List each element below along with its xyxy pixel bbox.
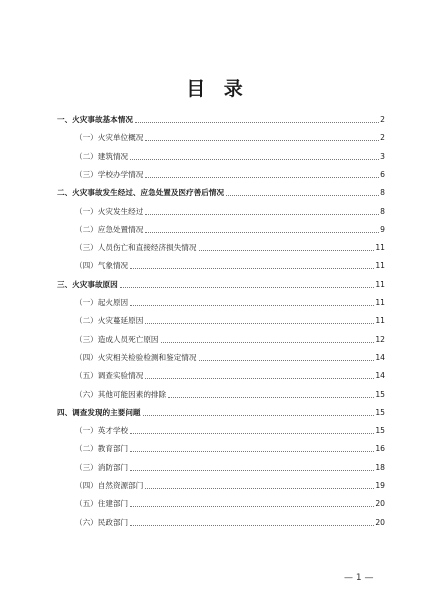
dot-leader bbox=[130, 268, 374, 269]
toc-section[interactable] bbox=[57, 279, 385, 291]
toc-entry-page: 11 bbox=[375, 261, 385, 271]
toc-entry-page: 18 bbox=[375, 462, 385, 472]
toc-entry-label: （二）教育部门 bbox=[75, 444, 129, 454]
toc-entry-label: （二）火灾蔓延原因 bbox=[75, 316, 144, 326]
toc-subsection[interactable] bbox=[75, 334, 385, 346]
dot-leader bbox=[145, 214, 379, 215]
toc-section[interactable] bbox=[57, 187, 385, 199]
dot-leader bbox=[226, 195, 379, 196]
dot-leader bbox=[130, 506, 374, 507]
toc-entry-page: 11 bbox=[375, 279, 385, 289]
dot-leader bbox=[161, 342, 375, 343]
toc-entry-page: 14 bbox=[375, 352, 385, 362]
dot-leader bbox=[145, 140, 379, 141]
toc-subsection[interactable] bbox=[75, 151, 385, 163]
toc-entry-label: （四）自然资源部门 bbox=[75, 481, 144, 490]
dot-leader bbox=[130, 159, 379, 160]
toc-entry-page: 20 bbox=[375, 499, 385, 509]
dot-leader bbox=[130, 433, 374, 434]
toc-subsection[interactable] bbox=[75, 517, 385, 529]
toc-subsection[interactable] bbox=[75, 498, 385, 510]
toc-entry-label: （三）学校办学情况 bbox=[75, 169, 144, 179]
dot-leader bbox=[199, 250, 375, 251]
toc-subsection[interactable] bbox=[75, 443, 385, 455]
toc-entry-label: （一）起火原因 bbox=[75, 298, 129, 307]
toc-entry-label: 二、火灾事故发生经过、应急处置及医疗善后情况 bbox=[57, 188, 225, 198]
toc-entry-page: 9 bbox=[380, 224, 385, 234]
toc-entry-page: 20 bbox=[375, 517, 385, 527]
toc-entry-label: 一、火灾事故基本情况 bbox=[57, 115, 133, 124]
toc-entry-label: （四）火灾相关检验检测和鉴定情况 bbox=[75, 352, 197, 362]
toc-subsection[interactable] bbox=[75, 315, 385, 327]
toc-entry-label: （一）火灾发生经过 bbox=[75, 206, 144, 216]
dot-leader bbox=[130, 451, 374, 452]
toc-entry-page: 14 bbox=[375, 371, 385, 381]
toc-entry-page: 19 bbox=[375, 481, 385, 490]
toc-entry-label: （六）民政部门 bbox=[75, 517, 129, 527]
toc-section[interactable] bbox=[57, 114, 385, 126]
toc-entry-label: （一）火灾单位概况 bbox=[75, 133, 144, 143]
toc-subsection[interactable] bbox=[75, 297, 385, 309]
dot-leader bbox=[130, 470, 374, 471]
toc-entry-label: （三）人员伤亡和直接经济损失情况 bbox=[75, 243, 197, 253]
dot-leader bbox=[130, 525, 374, 526]
toc-entry-page: 6 bbox=[380, 169, 385, 179]
toc-subsection[interactable] bbox=[75, 132, 385, 144]
toc-entry-page: 15 bbox=[375, 389, 385, 399]
toc-entry-label: 四、调查发现的主要问题 bbox=[57, 407, 141, 417]
dot-leader bbox=[145, 177, 379, 178]
dot-leader bbox=[168, 397, 374, 398]
toc-entry-label: （三）消防部门 bbox=[75, 462, 129, 472]
toc-entry-label: （五）住建部门 bbox=[75, 499, 129, 509]
toc-entry-label: （一）英才学校 bbox=[75, 426, 129, 436]
toc-entry-page: 16 bbox=[375, 444, 385, 454]
toc-entry-page: 15 bbox=[375, 426, 385, 436]
toc-subsection[interactable] bbox=[75, 370, 385, 382]
toc-entry-page: 2 bbox=[380, 133, 385, 143]
toc-entry-page: 12 bbox=[375, 334, 385, 344]
dot-leader bbox=[199, 360, 375, 361]
toc-entry-label: 三、火灾事故原因 bbox=[57, 279, 118, 289]
toc-entry-page: 2 bbox=[380, 115, 385, 124]
toc-entry-label: （五）调查实验情况 bbox=[75, 371, 144, 381]
toc-subsection[interactable] bbox=[75, 389, 385, 401]
dot-leader bbox=[145, 232, 379, 233]
toc-subsection[interactable] bbox=[75, 352, 385, 364]
toc-subsection[interactable] bbox=[75, 224, 385, 236]
toc-entry-label: （二）应急处置情况 bbox=[75, 224, 144, 234]
dot-leader bbox=[130, 305, 374, 306]
toc-entry-label: （四）气象情况 bbox=[75, 261, 129, 271]
toc-entry-label: （六）其他可能因素的排除 bbox=[75, 389, 167, 399]
toc-entry-page: 11 bbox=[375, 298, 385, 307]
toc-entry-page: 15 bbox=[375, 407, 385, 417]
toc-entry-page: 11 bbox=[375, 243, 385, 253]
toc-subsection[interactable] bbox=[75, 242, 385, 254]
toc-entry-page: 8 bbox=[380, 206, 385, 216]
toc-entry-label: （二）建筑情况 bbox=[75, 151, 129, 161]
toc-subsection[interactable] bbox=[75, 462, 385, 474]
dot-leader bbox=[145, 488, 374, 489]
toc-entry-page: 11 bbox=[375, 316, 385, 326]
page-title: 目 录 bbox=[186, 78, 249, 100]
dot-leader bbox=[120, 287, 375, 288]
dot-leader bbox=[145, 378, 374, 379]
toc-entry-page: 8 bbox=[380, 188, 385, 198]
toc-subsection[interactable] bbox=[75, 425, 385, 437]
toc-subsection[interactable] bbox=[75, 169, 385, 181]
toc-section[interactable] bbox=[57, 407, 385, 419]
dot-leader bbox=[145, 323, 374, 324]
dot-leader bbox=[143, 415, 375, 416]
toc-entry-page: 3 bbox=[380, 151, 385, 161]
toc-subsection[interactable] bbox=[75, 480, 385, 492]
toc-subsection[interactable] bbox=[75, 260, 385, 272]
dot-leader bbox=[135, 122, 379, 123]
page-number: — 1 — bbox=[344, 573, 374, 583]
toc-entry-label: （三）造成人员死亡原因 bbox=[75, 334, 159, 344]
toc-subsection[interactable] bbox=[75, 206, 385, 218]
